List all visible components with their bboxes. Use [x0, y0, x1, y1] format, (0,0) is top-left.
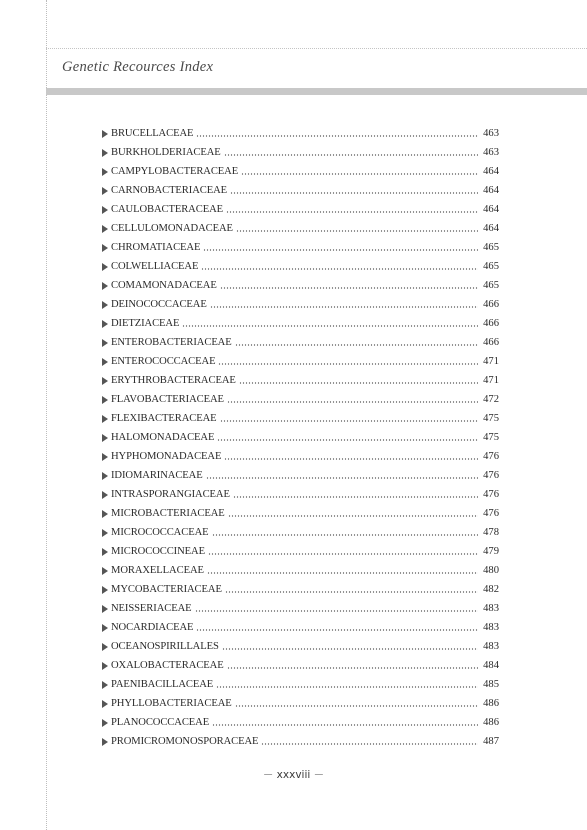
toc-entry-page: 464 [483, 204, 499, 215]
page-number-footer: － xxxviii － [262, 769, 325, 781]
toc-entry[interactable] [102, 466, 499, 485]
toc-entry-name: PAENIBACILLACEAE [111, 679, 214, 690]
toc-entry[interactable] [102, 238, 499, 257]
dot-leader [217, 439, 478, 441]
toc-entry-page: 485 [483, 679, 499, 690]
dot-leader [208, 553, 478, 555]
dot-leader [206, 477, 478, 479]
triangle-bullet-icon [102, 225, 108, 233]
toc-entry[interactable] [102, 599, 499, 618]
toc-entry-page: 484 [483, 660, 499, 671]
toc-entry[interactable] [102, 333, 499, 352]
triangle-bullet-icon [102, 548, 108, 556]
toc-entry-page: 463 [483, 147, 499, 158]
triangle-bullet-icon [102, 529, 108, 537]
toc-entry-page: 472 [483, 394, 499, 405]
triangle-bullet-icon [102, 605, 108, 613]
triangle-bullet-icon [102, 453, 108, 461]
toc-entry[interactable] [102, 352, 499, 371]
toc-entry-page: 486 [483, 698, 499, 709]
toc-entry[interactable] [102, 143, 499, 162]
toc-entry-page: 480 [483, 565, 499, 576]
toc-entry-name: COLWELLIACEAE [111, 261, 199, 272]
toc-entry-page: 483 [483, 641, 499, 652]
dot-leader [207, 572, 478, 574]
running-header-title: Genetic Recources Index [62, 59, 214, 75]
triangle-bullet-icon [102, 567, 108, 575]
dot-leader [220, 287, 478, 289]
toc-entry[interactable] [102, 542, 499, 561]
toc-entry-page: 476 [483, 470, 499, 481]
toc-entry-name: NOCARDIACEAE [111, 622, 194, 633]
toc-entry-page: 463 [483, 128, 499, 139]
toc-entry-page: 466 [483, 299, 499, 310]
toc-entry-name: CELLULOMONADACEAE [111, 223, 233, 234]
toc-entry[interactable] [102, 428, 499, 447]
toc-entry-page: 464 [483, 223, 499, 234]
triangle-bullet-icon [102, 282, 108, 290]
toc-entry-name: MICROCOCCACEAE [111, 527, 209, 538]
toc-entry-page: 483 [483, 622, 499, 633]
triangle-bullet-icon [102, 149, 108, 157]
toc-entry[interactable] [102, 580, 499, 599]
triangle-bullet-icon [102, 719, 108, 727]
triangle-bullet-icon [102, 624, 108, 632]
toc-entry-page: 476 [483, 451, 499, 462]
toc-entry-name: BRUCELLACEAE [111, 128, 194, 139]
toc-entry-page: 464 [483, 166, 499, 177]
dot-leader [195, 610, 478, 612]
toc-entry-name: HYPHOMONADACEAE [111, 451, 222, 462]
toc-entry[interactable] [102, 276, 499, 295]
toc-entry-page: 476 [483, 489, 499, 500]
toc-entry[interactable] [102, 162, 499, 181]
triangle-bullet-icon [102, 738, 108, 746]
triangle-bullet-icon [102, 244, 108, 252]
toc-entry-name: HALOMONADACEAE [111, 432, 215, 443]
triangle-bullet-icon [102, 700, 108, 708]
toc-entry-name: CHROMATIACEAE [111, 242, 201, 253]
toc-entry-page: 475 [483, 413, 499, 424]
triangle-bullet-icon [102, 377, 108, 385]
toc-entry[interactable] [102, 694, 499, 713]
toc-entry-name: BURKHOLDERIACEAE [111, 147, 221, 158]
dot-leader [228, 515, 478, 517]
triangle-bullet-icon [102, 168, 108, 176]
toc-entry[interactable] [102, 257, 499, 276]
toc-entry-name: FLAVOBACTERIACEAE [111, 394, 224, 405]
toc-entry-page: 476 [483, 508, 499, 519]
dot-leader [235, 344, 478, 346]
toc-entry[interactable] [102, 732, 499, 751]
dot-leader [212, 534, 479, 536]
dot-leader [239, 382, 478, 384]
toc-entry-name: PLANOCOCCACEAE [111, 717, 210, 728]
triangle-bullet-icon [102, 358, 108, 366]
toc-entry[interactable] [102, 181, 499, 200]
toc-entry-name: OCEANOSPIRILLALES [111, 641, 219, 652]
toc-entry-page: 483 [483, 603, 499, 614]
triangle-bullet-icon [102, 301, 108, 309]
toc-entry-page: 465 [483, 280, 499, 291]
toc-entry-name: INTRASPORANGIACEAE [111, 489, 230, 500]
dot-leader [227, 401, 478, 403]
toc-entry-page: 479 [483, 546, 499, 557]
dot-leader [224, 458, 478, 460]
toc-entry[interactable] [102, 523, 499, 542]
toc-entry-page: 464 [483, 185, 499, 196]
header-dotted-line [46, 48, 587, 49]
toc-entry-name: MORAXELLACEAE [111, 565, 204, 576]
triangle-bullet-icon [102, 415, 108, 423]
dot-leader [222, 648, 478, 650]
toc-entry-name: MYCOBACTERIACEAE [111, 584, 222, 595]
dot-leader [196, 135, 478, 137]
toc-entry-page: 466 [483, 318, 499, 329]
dot-leader [227, 667, 478, 669]
toc-entry-name: NEISSERIACEAE [111, 603, 192, 614]
triangle-bullet-icon [102, 263, 108, 271]
toc-entry[interactable] [102, 314, 499, 333]
toc-entry-name: DIETZIACEAE [111, 318, 180, 329]
toc-entry[interactable] [102, 219, 499, 238]
triangle-bullet-icon [102, 662, 108, 670]
toc-entry[interactable] [102, 504, 499, 523]
dot-leader [201, 268, 478, 270]
dot-leader [236, 230, 478, 232]
toc-entry-page: 471 [483, 375, 499, 386]
toc-entry[interactable] [102, 561, 499, 580]
toc-entry-name: OXALOBACTERACEAE [111, 660, 224, 671]
dot-leader [216, 686, 478, 688]
table-of-contents [102, 124, 499, 751]
dot-leader [182, 325, 478, 327]
dot-leader [203, 249, 478, 251]
toc-entry[interactable] [102, 371, 499, 390]
dot-leader [241, 173, 478, 175]
dot-leader [226, 211, 478, 213]
dot-leader [196, 629, 478, 631]
dot-leader [261, 743, 478, 745]
toc-entry-name: FLEXIBACTERACEAE [111, 413, 217, 424]
dot-leader [210, 306, 478, 308]
toc-entry[interactable] [102, 675, 499, 694]
dot-leader [230, 192, 478, 194]
triangle-bullet-icon [102, 187, 108, 195]
triangle-bullet-icon [102, 206, 108, 214]
toc-entry-page: 465 [483, 242, 499, 253]
dot-leader [220, 420, 478, 422]
toc-entry-name: CAULOBACTERACEAE [111, 204, 223, 215]
dot-leader [224, 154, 478, 156]
triangle-bullet-icon [102, 130, 108, 138]
triangle-bullet-icon [102, 586, 108, 594]
toc-entry-name: MICROBACTERIACEAE [111, 508, 225, 519]
toc-entry[interactable] [102, 618, 499, 637]
toc-entry[interactable] [102, 124, 499, 143]
toc-entry[interactable] [102, 447, 499, 466]
triangle-bullet-icon [102, 491, 108, 499]
toc-entry[interactable] [102, 200, 499, 219]
triangle-bullet-icon [102, 434, 108, 442]
toc-entry-page: 465 [483, 261, 499, 272]
toc-entry-name: ENTEROCOCCACEAE [111, 356, 216, 367]
toc-entry-name: MICROCOCCINEAE [111, 546, 205, 557]
triangle-bullet-icon [102, 472, 108, 480]
toc-entry[interactable] [102, 713, 499, 732]
toc-entry-name: COMAMONADACEAE [111, 280, 217, 291]
toc-entry-name: IDIOMARINACEAE [111, 470, 203, 481]
triangle-bullet-icon [102, 643, 108, 651]
triangle-bullet-icon [102, 396, 108, 404]
header-rule-bar [46, 88, 587, 95]
triangle-bullet-icon [102, 320, 108, 328]
dot-leader [235, 705, 478, 707]
toc-entry-name: CAMPYLOBACTERACEAE [111, 166, 239, 177]
toc-entry-name: CARNOBACTERIACEAE [111, 185, 228, 196]
toc-entry-name: PROMICROMONOSPORACEAE [111, 736, 259, 747]
dot-leader [212, 724, 478, 726]
toc-entry-name: PHYLLOBACTERIACEAE [111, 698, 232, 709]
triangle-bullet-icon [102, 681, 108, 689]
dot-leader [233, 496, 478, 498]
triangle-bullet-icon [102, 510, 108, 518]
triangle-bullet-icon [102, 339, 108, 347]
dot-leader [218, 363, 478, 365]
toc-entry[interactable] [102, 656, 499, 675]
toc-entry-page: 478 [483, 527, 499, 538]
margin-dotted-line [46, 0, 47, 830]
toc-entry-page: 487 [483, 736, 499, 747]
toc-entry-page: 475 [483, 432, 499, 443]
toc-entry-page: 466 [483, 337, 499, 348]
toc-entry-page: 471 [483, 356, 499, 367]
toc-entry[interactable] [102, 485, 499, 504]
toc-entry[interactable] [102, 295, 499, 314]
toc-entry-name: ERYTHROBACTERACEAE [111, 375, 236, 386]
toc-entry[interactable] [102, 409, 499, 428]
toc-entry-name: ENTEROBACTERIACEAE [111, 337, 232, 348]
toc-entry-page: 486 [483, 717, 499, 728]
toc-entry[interactable] [102, 390, 499, 409]
dot-leader [225, 591, 478, 593]
toc-entry-page: 482 [483, 584, 499, 595]
toc-entry[interactable] [102, 637, 499, 656]
toc-entry-name: DEINOCOCCACEAE [111, 299, 207, 310]
